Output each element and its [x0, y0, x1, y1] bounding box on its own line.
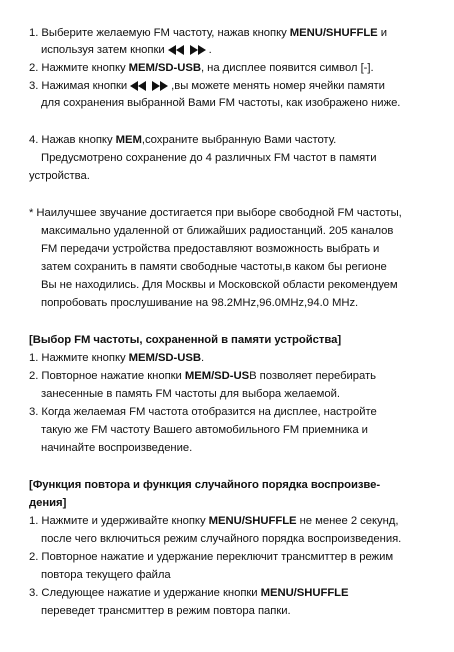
fast-forward-icon — [152, 81, 168, 91]
section-heading-repeat-shuffle-line-2 — [29, 496, 66, 510]
list-number: 3. — [29, 80, 39, 92]
text: используя затем кнопки — [41, 44, 165, 56]
note-line-4 — [41, 260, 387, 274]
list-number: 1. — [29, 352, 39, 364]
button-name: MENU/SHUFFLE — [208, 515, 297, 527]
text: такую же FM частоту Вашего автомобильного FM приемника и — [41, 424, 368, 436]
button-name: MEM — [115, 134, 142, 146]
text: Вы не находились. Для Москвы и Московской области рекомендуем — [41, 279, 398, 291]
s3-step-1-line-1 — [29, 514, 398, 528]
list-number: 3. — [29, 587, 39, 599]
list-number: 2. — [29, 551, 39, 563]
text: максимально удаленной от ближайших радиостанций. 205 каналов — [41, 225, 394, 237]
text: B позволяет перебирать — [249, 370, 376, 382]
text: . — [200, 352, 205, 364]
list-number: 2. — [29, 370, 39, 382]
step-4-line-1 — [29, 133, 336, 147]
s2-step-2-line-1 — [29, 369, 376, 383]
text: Повторное нажатие кнопки — [41, 370, 185, 382]
text: переведет трансмиттер в режим повтора папки. — [41, 605, 291, 617]
heading-text: [Функция повтора и функция случайного порядка воспроизве- — [29, 479, 381, 491]
text: после чего включиться режим случайного порядка воспроизведения. — [41, 533, 402, 545]
text: Нажав кнопку — [41, 134, 116, 146]
s3-step-3-line-1 — [29, 586, 349, 600]
text: Когда желаемая FM частота отобразится на дисплее, настройте — [41, 406, 377, 418]
s2-step-1 — [29, 351, 204, 365]
text: ,вы можете менять номер ячейки памяти — [171, 80, 385, 92]
list-number: 4. — [29, 134, 39, 146]
text: Нажмите и удерживайте кнопку — [41, 515, 209, 527]
step-3-line-2 — [41, 96, 400, 110]
text: , на дисплее появится символ [-]. — [200, 62, 374, 74]
note-line-5 — [41, 278, 398, 292]
note-line-6 — [41, 296, 358, 310]
s2-step-3-line-1 — [29, 405, 377, 419]
text: Нажмите кнопку — [41, 62, 129, 74]
text: Нажимая кнопки — [41, 80, 128, 92]
text: Предусмотрено сохранение до 4 различных FM частот в памяти — [41, 152, 377, 164]
s3-step-2-line-1 — [29, 550, 393, 564]
button-name: MENU/SHUFFLE — [289, 27, 378, 39]
text: * Наилучшее звучание достигается при выборе свободной FM частоты, — [29, 207, 402, 219]
button-name: MEM/SD-USB — [128, 62, 201, 74]
note-line-3 — [41, 242, 379, 256]
list-number: 3. — [29, 406, 39, 418]
step-1-line-1 — [29, 26, 387, 40]
step-4-line-2 — [41, 151, 377, 165]
s3-step-2-line-2 — [41, 568, 171, 582]
text: не менее 2 секунд, — [296, 515, 399, 527]
s3-step-3-line-2 — [41, 604, 291, 618]
text: затем сохранить в памяти свободные частоты,в каком бы регионе — [41, 261, 387, 273]
button-name: MENU/SHUFFLE — [260, 587, 349, 599]
text: занесенные в память FM частоты для выбора желаемой. — [41, 388, 340, 400]
text: начинайте воспроизведение. — [41, 442, 193, 454]
s3-step-1-line-2 — [41, 532, 401, 546]
list-number: 2. — [29, 62, 39, 74]
text: FM передачи устройства предоставляют возможность выбрать и — [41, 243, 380, 255]
step-4-line-3 — [29, 169, 90, 183]
heading-text: [Выбор FM частоты, сохраненной в памяти устройства] — [29, 334, 342, 346]
list-number: 1. — [29, 27, 39, 39]
step-2-line-1 — [29, 61, 374, 75]
text: и — [377, 27, 388, 39]
text: . — [208, 44, 212, 56]
button-name: MEM/SD-US — [184, 370, 250, 382]
s2-step-2-line-2 — [41, 387, 340, 401]
heading-text: дения] — [29, 497, 67, 509]
section-heading-repeat-shuffle-line-1 — [29, 478, 380, 492]
rewind-icon — [130, 81, 146, 91]
text: ,сохраните выбранную Вами частоту. — [141, 134, 337, 146]
s2-step-3-line-2 — [41, 423, 368, 437]
rewind-icon — [168, 45, 184, 55]
button-name: MEM/SD-USB — [128, 352, 201, 364]
text: Повторное нажатие и удержание переключит трансмиттер в режим — [41, 551, 394, 563]
text: для сохранения выбранной Вами FM частоты, как изображено ниже. — [41, 97, 401, 109]
text: повтора текущего файла — [41, 569, 171, 581]
section-heading-saved-frequency — [29, 333, 341, 347]
note-line-1 — [29, 206, 402, 220]
text: устройства. — [29, 170, 90, 182]
fast-forward-icon — [190, 45, 206, 55]
text: Выберите желаемую FM частоту, нажав кнопку — [41, 27, 290, 39]
step-3-line-1 — [29, 79, 385, 93]
note-line-2 — [41, 224, 393, 238]
s2-step-3-line-3 — [41, 441, 192, 455]
list-number: 1. — [29, 515, 39, 527]
step-1-line-2 — [41, 43, 212, 57]
text: Следующее нажатие и удержание кнопки — [41, 587, 261, 599]
text: попробовать прослушивание на 98.2MHz,96.0MHz,94.0 MHz. — [41, 297, 359, 309]
text: Нажмите кнопку — [41, 352, 129, 364]
